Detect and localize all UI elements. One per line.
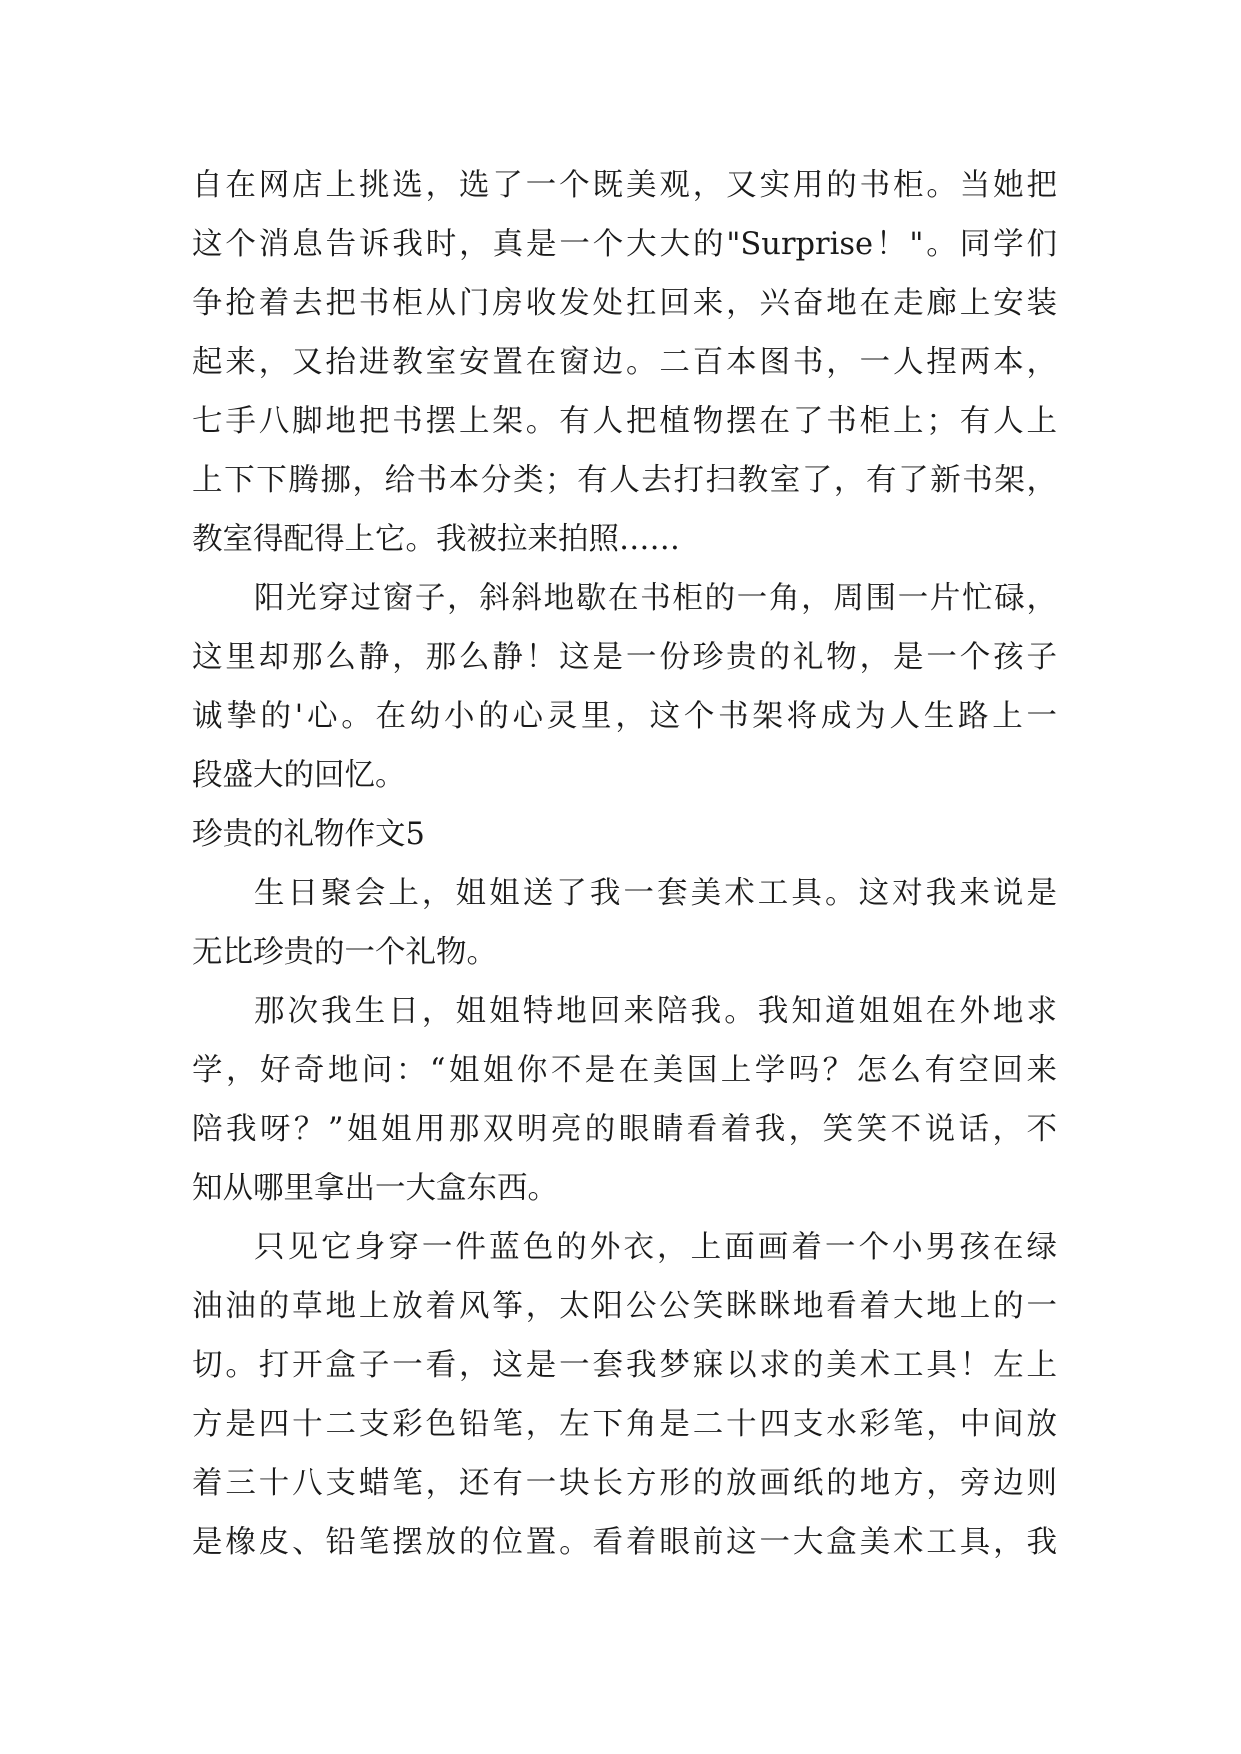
text-line: 陪我呀？”姐姐用那双明亮的眼睛看着我，笑笑不说话，不 <box>192 1112 1057 1147</box>
text-line: 阳光穿过窗子，斜斜地歇在书柜的一角，周围一片忙碌， <box>254 581 1057 616</box>
text-line: 起来，又抬进教室安置在窗边。二百本图书，一人捏两本， <box>192 345 1057 380</box>
text-line: 方是四十二支彩色铅笔，左下角是二十四支水彩笔，中间放 <box>192 1407 1057 1442</box>
text-line: 争抢着去把书柜从门房收发处扛回来，兴奋地在走廊上安装 <box>192 286 1057 321</box>
text-line: 无比珍贵的一个礼物。 <box>192 935 497 970</box>
text-line: 这里却那么静，那么静！这是一份珍贵的礼物，是一个孩子 <box>192 640 1057 675</box>
section-heading: 珍贵的礼物作文5 <box>192 817 425 852</box>
text-line: 七手八脚地把书摆上架。有人把植物摆在了书柜上；有人上 <box>192 404 1057 439</box>
text-line: 段盛大的回忆。 <box>192 758 406 793</box>
text-line: 是橡皮、铅笔摆放的位置。看着眼前这一大盒美术工具，我 <box>192 1525 1057 1560</box>
paragraph <box>192 156 1057 569</box>
text-line: 切。打开盒子一看，这是一套我梦寐以求的美术工具！左上 <box>192 1348 1057 1383</box>
paragraph <box>192 1218 1057 1572</box>
text-line: 那次我生日，姐姐特地回来陪我。我知道姐姐在外地求 <box>254 994 1057 1029</box>
text-line: 只见它身穿一件蓝色的外衣，上面画着一个小男孩在绿 <box>254 1230 1057 1265</box>
text-line: 这个消息告诉我时，真是一个大大的"Surprise！"。同学们 <box>192 227 1057 262</box>
text-line: 油油的草地上放着风筝，太阳公公笑眯眯地看着大地上的一 <box>192 1289 1057 1324</box>
text-line: 诚挚的'心。在幼小的心灵里，这个书架将成为人生路上一 <box>192 699 1057 734</box>
text-line: 上下下腾挪，给书本分类；有人去打扫教室了，有了新书架， <box>192 463 1057 498</box>
text-line: 教室得配得上它。我被拉来拍照…… <box>192 522 680 557</box>
paragraph <box>192 982 1057 1218</box>
text-line: 知从哪里拿出一大盒东西。 <box>192 1171 558 1206</box>
text-line: 生日聚会上，姐姐送了我一套美术工具。这对我来说是 <box>254 876 1057 911</box>
text-line: 着三十八支蜡笔，还有一块长方形的放画纸的地方，旁边则 <box>192 1466 1057 1501</box>
paragraph <box>192 864 1057 982</box>
text-line: 学，好奇地问：“姐姐你不是在美国上学吗？怎么有空回来 <box>192 1053 1057 1088</box>
paragraph <box>192 569 1057 805</box>
text-line: 自在网店上挑选，选了一个既美观，又实用的书柜。当她把 <box>192 168 1057 203</box>
document-page <box>192 156 1057 1572</box>
